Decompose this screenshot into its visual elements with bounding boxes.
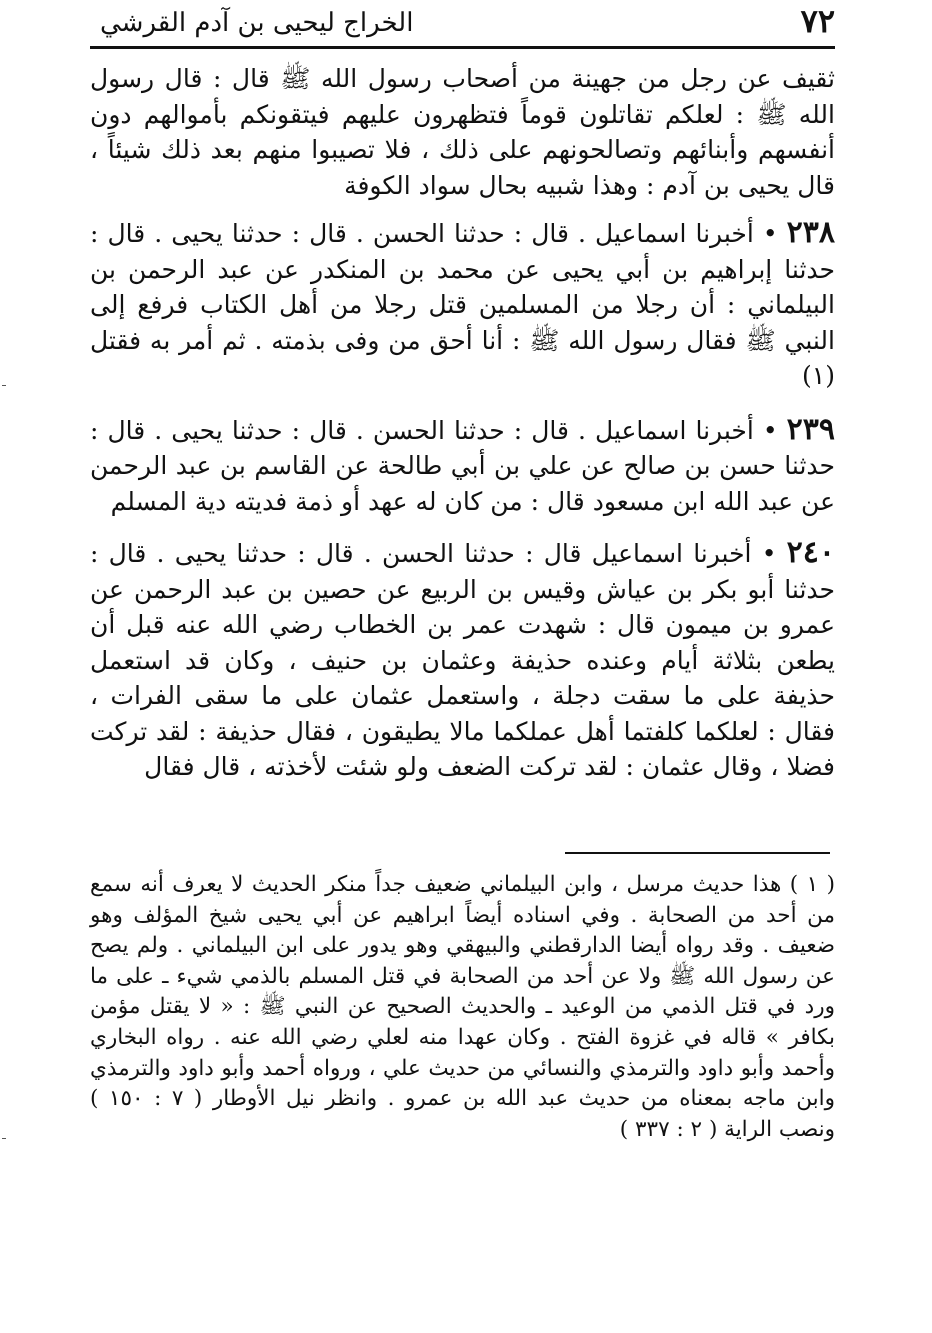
paragraph-238: [90, 215, 835, 394]
paragraph-240: [90, 535, 835, 785]
page-header: [90, 0, 835, 49]
paragraph-text: • أخبرنا اسماعيل . قال : حدثنا الحسن . قال : حدثنا يحيى . قال : حدثنا حسن بن صالح عن علي بن أبي طالحة عن القاسم بن عبد الرحمن عن عبد الله ابن مسعود قال : من كان له عهد أو ذمة فديته دية المسلم: [90, 415, 835, 516]
paragraph-continuation: [90, 60, 835, 203]
paragraph-text: • أخبرنا اسماعيل قال : حدثنا الحسن . قال : حدثنا يحيى . قال : حدثنا أبو بكر بن عياش وقيس بن الربيع عن حصين بن عبد الرحمن عن عمرو بن ميمون قال : شهدت عمر بن الخطاب رضي الله عنه قبل أن يطعن بثلاثة أيام وعنده حذيفة وعثمان بن حنيف ، وكان قد استعمل حذيفة على ما سقت دجلة ، واستعمل عثمان على ما سقى الفرات ، فقال : لعلكما كلفتما أهل عملكما مالا يطيقون ، فقال حذيفة : لقد تركت فضلا ، وقال عثمان : لقد تركت الضعف ولو شئت لأخذته ، قال فقال: [90, 539, 835, 781]
hadith-number: ٢٣٩: [786, 411, 835, 447]
main-text: [90, 60, 835, 785]
footnote-separator: [565, 852, 830, 854]
footnote-text: ( ١ ) هذا حديث مرسل ، وابن البيلماني ضعيف جداً منكر الحديث لا يعرف أنه سمع من أحد من الصحابة . وفي اسناده أيضاً ابراهيم عن أبي يحيى شيخ المؤلف وهو ضعيف . وقد رواه أيضا الدارقطني والبيهقي وهو يدور على ابن البيلماني . ولم يصح عن رسول الله ﷺ ولا عن أحد من الصحابة في قتل المسلم بالذمي شيء ـ على ما ورد في قتل الذمي من الوعيد ـ والحديث الصحيح عن النبي ﷺ : « لا يقتل مؤمن بكافر » قاله في غزوة الفتح . وكان عهدا منه لعلي رضي الله عنه . رواه البخاري وأحمد وأبو داود والترمذي والنسائي من حديث علي ، ورواه أحمد وأبو داود والترمذي وابن ماجه بمعناه من حديث عبد الله بن عمرو . وانظر نيل الأوطار ( ٧ : ١٥٠ ) ونصب الراية ( ٢ : ٣٣٧ ): [90, 872, 835, 1142]
scan-edge-mark: [2, 385, 6, 386]
running-title: الخراج ليحيى بن آدم القرشي: [100, 8, 414, 38]
scan-edge-mark: [2, 1138, 6, 1139]
hadith-number: ٢٣٨: [786, 215, 835, 250]
paragraph-text: ثقيف عن رجل من جهينة من أصحاب رسول الله ﷺ قال : قال رسول الله ﷺ : لعلكم تقاتلون قوماً فتظهرون عليهم فيتقونكم بأموالهم دون أنفسهم وأبنائهم وتصالحونهم على ذلك ، فلا تصيبوا منهم بعد ذلك شيئاً ، قال يحيى بن آدم : وهذا شبيه بحال سواد الكوفة: [90, 64, 835, 200]
page-number: ٧٢: [800, 2, 835, 40]
footnotes: [90, 870, 835, 1145]
paragraph-239: [90, 412, 835, 520]
paragraph-text: • أخبرنا اسماعيل . قال : حدثنا الحسن . قال : حدثنا يحيى . قال : حدثنا إبراهيم بن أبي يحيى عن محمد بن المنكدر عن عبد الرحمن بن البيلماني : أن رجلا من المسلمين قتل رجلا من أهل الكتاب فرفع إلى النبي ﷺ فقال رسول الله ﷺ : أنا أحق من وفى بذمته . ثم أمر به فقتل (١): [90, 219, 835, 390]
hadith-number: ٢٤٠: [786, 535, 835, 570]
